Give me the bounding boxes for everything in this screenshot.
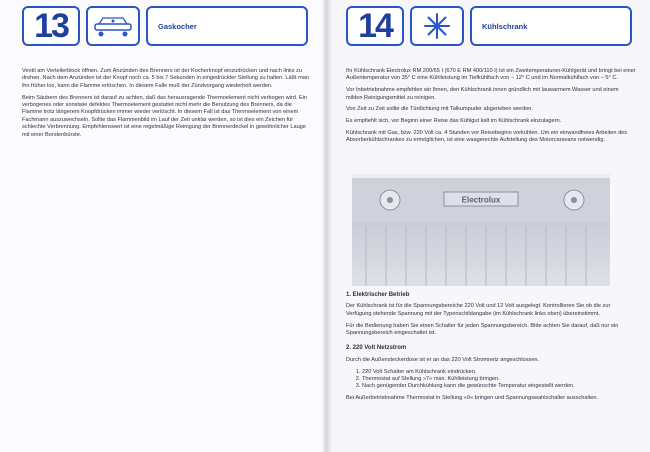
right-intro	[346, 68, 636, 149]
section-number: 13	[22, 6, 80, 46]
paragraph: Ventil am Verteilerblock öffnen. Zum Anzünden des Brenners ist der Kocherknopf einzudrücken und nach links zu drehen. Nach dem Anzünden ist der Knopf noch ca. 5 bis 7 Sekunden in eingedrückter Stellung zu halten. Läßt man ihn früher los, kann die Flamme erlöschen. In diesem Falle muß der Zündvorgang wiederholt werden.	[22, 68, 310, 89]
paragraph: Vor Inbetriebnahme empfehlen wir Ihnen, den Kühlschrank innen gründlich mit lauwarmem Wasser und einem milden Reinigungsmittel zu reinigen.	[346, 87, 619, 101]
paragraph: Durch die Außensteckerdose ist er an das 220 Volt Stromnetz angeschlossen.	[346, 356, 540, 363]
refrigerator-photo	[352, 174, 610, 286]
paragraph: Kühlschrank mit Gas, bzw. 220 Volt ca. 4 Stunden vor Reisebeginn vorkühlen. Um ein einwandfreies Arbeiten des Absorberkühlschrankes zu ermöglichen, ist eine waagerechte Aufstellung des Motorcaravans notwendig.	[346, 130, 628, 144]
brand-label: Electrolux	[461, 195, 501, 205]
paragraph: Der Kühlschrank ist für die Spannungsbereiche 220 Volt und 12 Volt ausgelegt. Kontrollieren Sie ob die zur Verfügung stehende Spannung mit der Typenschildangabe (im Kühlschrank links oben) übereinstimmt.	[346, 303, 611, 317]
paragraph: Es empfiehlt sich, vor Beginn einer Reise das Kühlgut kalt im Kühlschrank einzulagern.	[346, 118, 562, 125]
steps-list	[346, 369, 636, 391]
paragraph: Von Zeit zu Zeit sollte die Türdichtung mit Talkumpuder abgerieben werden.	[346, 106, 533, 113]
left-header	[22, 6, 308, 46]
list-item: 3. Nach genügender Durchkühlung kann die gewünschte Temperatur eingestellt werden.	[362, 383, 636, 390]
section-title: Gaskocher	[146, 6, 308, 46]
snowflake-icon	[410, 6, 464, 46]
right-sections	[346, 284, 636, 407]
left-body	[22, 68, 310, 143]
section-title: Kühlschrank	[470, 6, 632, 46]
paragraph: Für die Bedienung haben Sie einen Schalter für jeden Spannungsbereich. Bitte achten Sie darauf, daß nur ein Spannungsbereich eingeschaltet ist.	[346, 322, 619, 337]
subsection-title: 1. Elektrischer Betrieb	[346, 292, 410, 298]
book-gutter	[322, 0, 332, 452]
gas-stove-icon	[86, 6, 140, 46]
list-item: 1. 220 Volt Schalter am Kühlschrank eindrücken.	[362, 369, 636, 376]
list-item: 2. Thermostat auf Stellung »7« max. Kühlleistung bringen.	[362, 376, 636, 383]
paragraph: Ihr Kühlschrank Electrolux RM 200/65 I (670 E RM 400/110 I) ist ein Zweitemperaturen-Kühlgerät und bringt bei einer Außentemperatur von 35° C eine Kühlleistung im Tiefkühlfach von − 12° C und im Normalkühlfach von − 5° C.	[346, 68, 636, 82]
subsection-title: 2. 220 Volt Netzstrom	[346, 345, 407, 352]
section-number: 14	[346, 6, 404, 46]
paragraph: Bei Außerbetriebnahme Thermostat in Stellung »0« bringen und Spannungswahlschalter ausschalten.	[346, 394, 599, 401]
paragraph: Beim Säubern des Brenners ist darauf zu achten, daß das herausragende Thermoelement nicht verbogen wird. Ein verbogenes oder sonstwie defektes Thermoelement gestattet nicht mehr die Benutzung des Brenners, da die Flamme trotz längerem Knopfdrücken immer wieder verlöscht. In diesem Fall ist das Thermoelement von einem Fachmann auszuwechseln. Sollte das Flammenbild im Lauf der Zeit unklar werden, so ist dies ein Zeichen für schlechte Verbrennung. Empfehlenswert ist eine regelmäßige Reinigung der Brennerdeckel in gewöhnlicher Lauge mit einer Borstenbürste.	[22, 94, 308, 138]
right-header	[346, 6, 632, 46]
